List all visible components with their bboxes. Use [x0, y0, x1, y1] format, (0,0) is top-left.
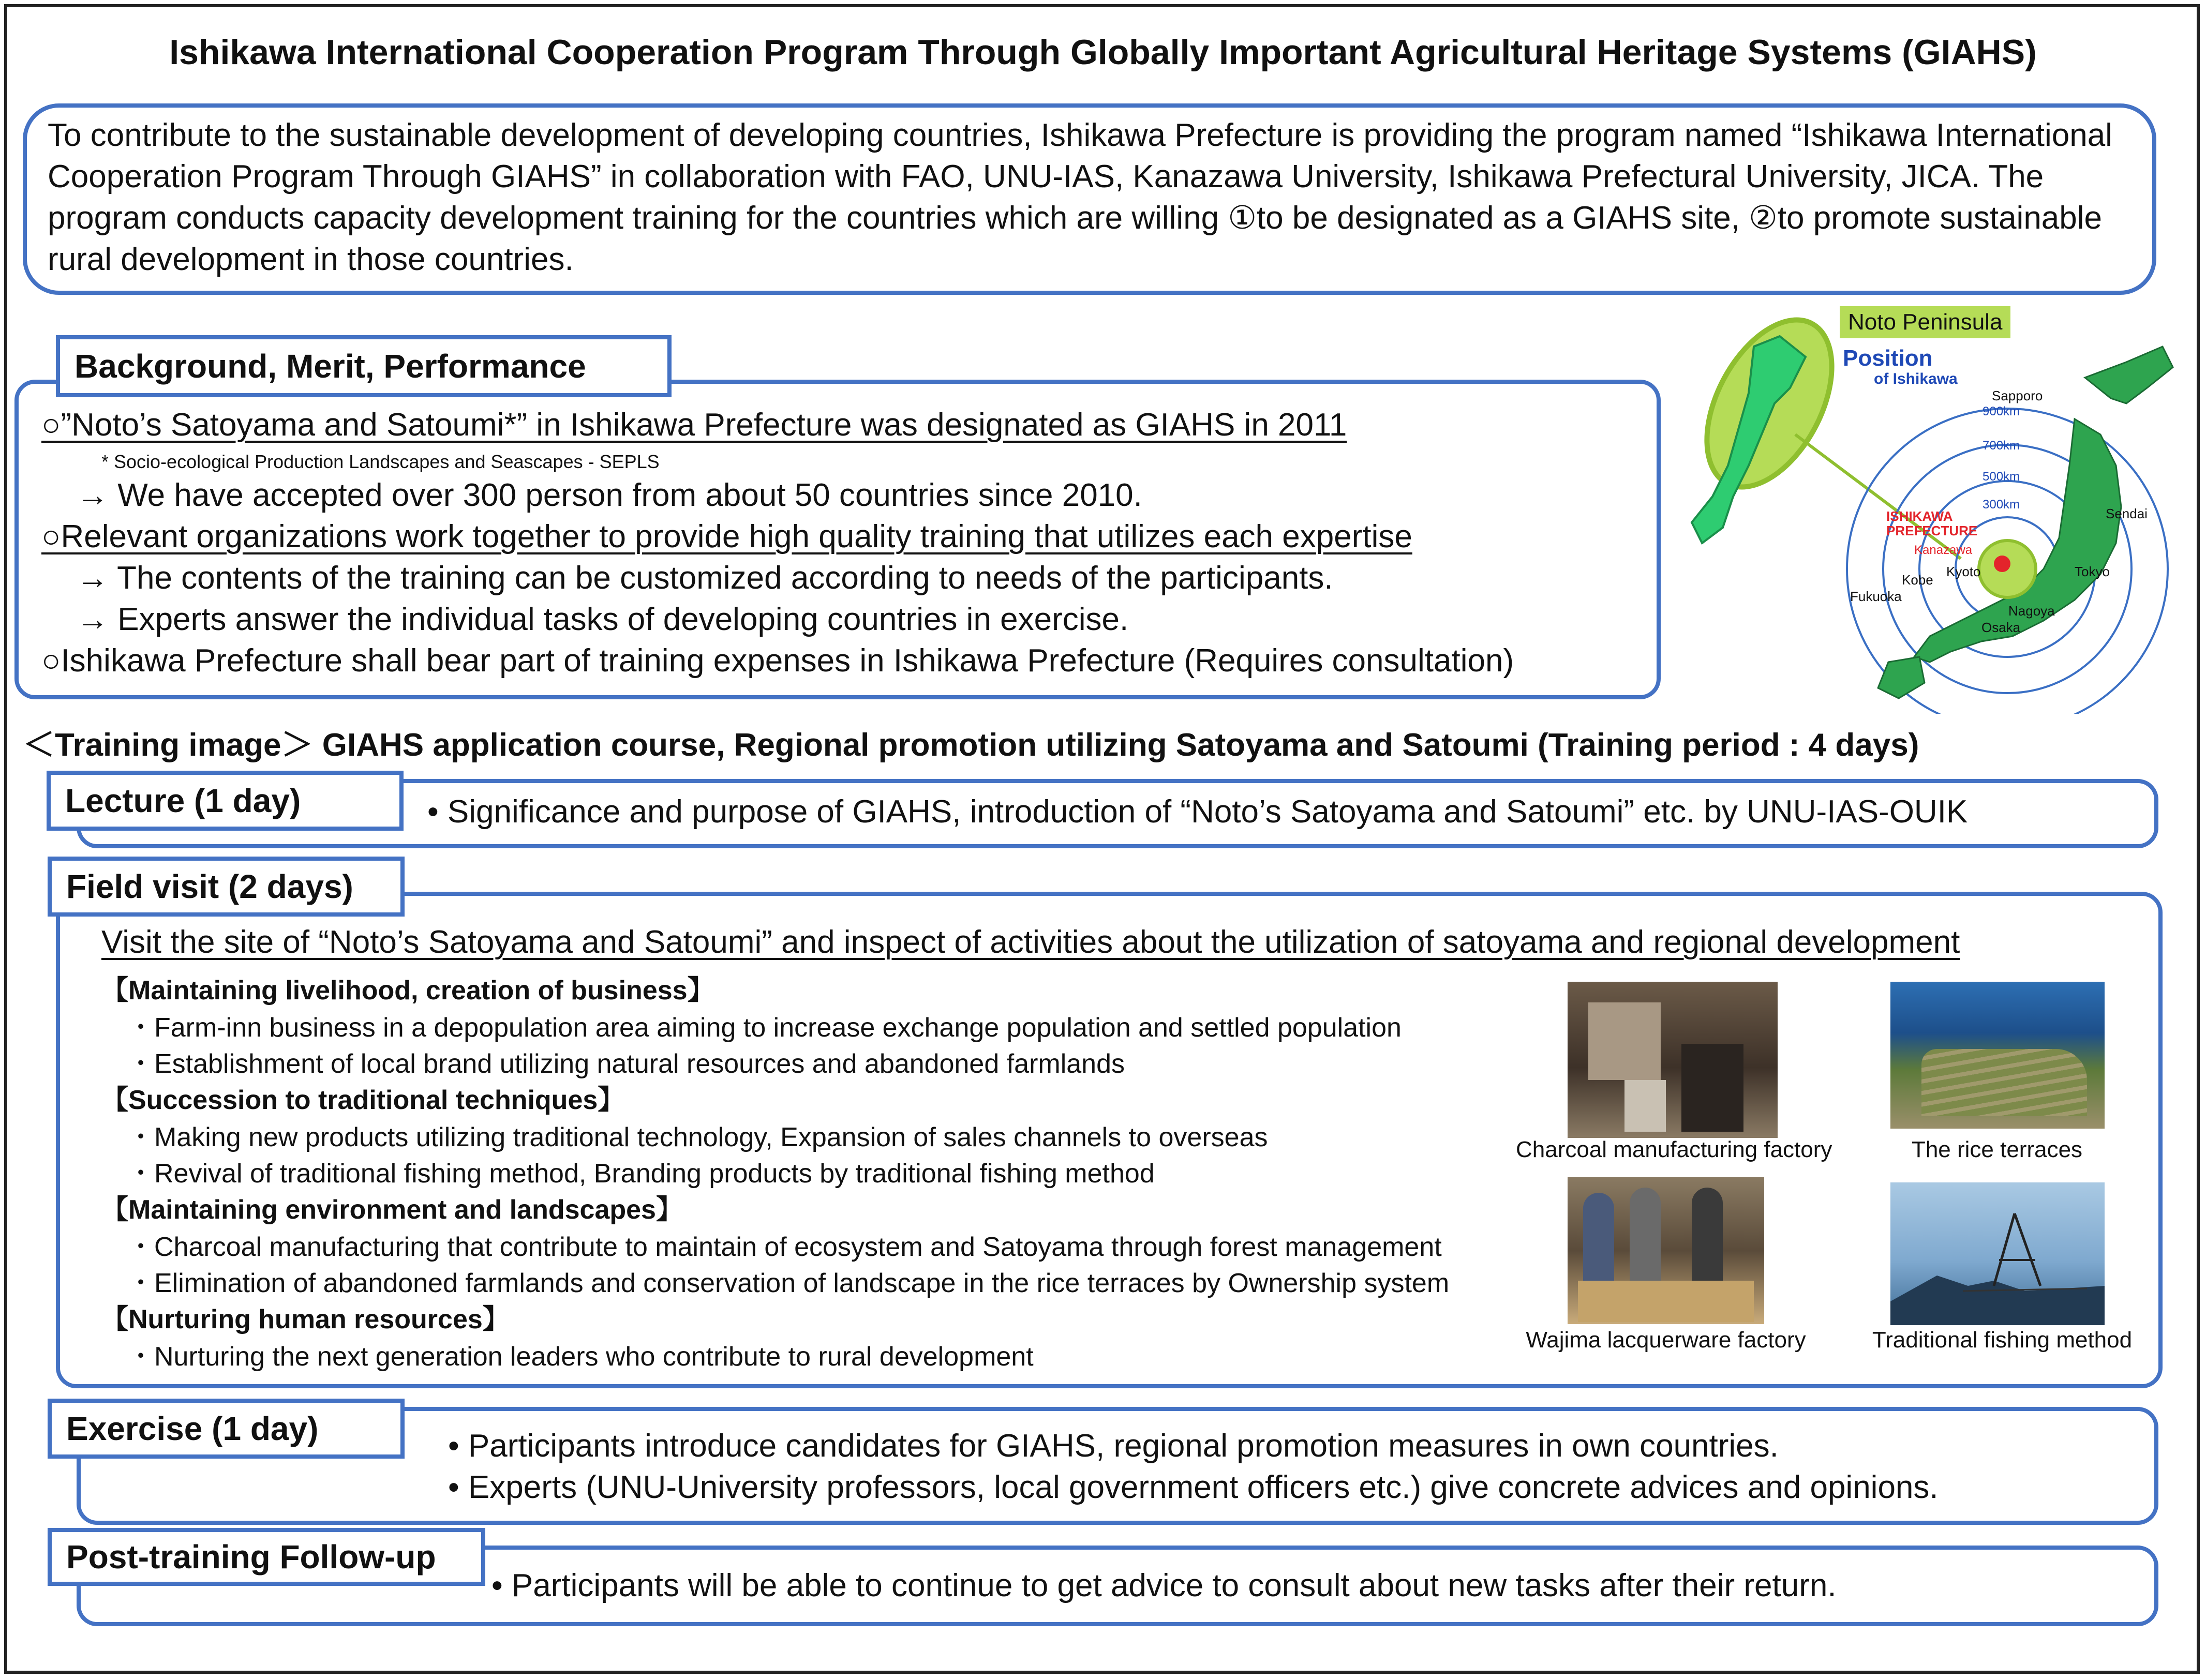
city-sapporo: Sapporo — [1992, 388, 2043, 403]
prefecture-label: ISHIKAWA PREFECTURE — [1886, 508, 1978, 538]
field-visit-heading: Visit the site of “Noto’s Satoyama and Satoumi” and inspect of activities about the utilization of satoyama and regional development — [101, 924, 1960, 960]
ring-label-300: 300km — [1983, 498, 2020, 512]
section-item: ・Establishment of local brand utilizing natural resources and abandoned farmlands — [127, 1049, 1125, 1079]
city-osaka: Osaka — [1981, 620, 2021, 635]
background-line-3: ○Relevant organizations work together to provide high quality training that utilizes each expertise — [41, 519, 1412, 554]
background-line-4: → The contents of the training can be customized according to needs of the participants. — [77, 560, 1333, 596]
background-label: Background, Merit, Performance — [56, 335, 672, 397]
section-item: ・Nurturing the next generation leaders who contribute to rural development — [127, 1342, 1034, 1372]
exercise-line-1: • Participants introduce candidates for GIAHS, regional promotion measures in own countries. — [448, 1428, 1779, 1464]
background-footnote: * Socio-ecological Production Landscapes and Seascapes - SEPLS — [101, 451, 660, 472]
city-kyoto: Kyoto — [1946, 564, 1981, 579]
position-sub-label: of Ishikawa — [1874, 370, 1958, 387]
photo-caption-charcoal: Charcoal manufacturing factory — [1516, 1137, 1832, 1162]
section-item: ・Farm-inn business in a depopulation area aiming to increase exchange population and settled population — [127, 1013, 1402, 1043]
section-item: ・Revival of traditional fishing method, Branding products by traditional fishing method — [127, 1159, 1155, 1189]
training-heading: ＜Training image＞ GIAHS application course, Regional promotion utilizing Satoyama and Satoumi (Training period : 4 days) — [23, 727, 1919, 763]
city-nagoya: Nagoya — [2008, 603, 2055, 619]
lecture-label: Lecture (1 day) — [47, 771, 404, 831]
section-title-traditional: 【Succession to traditional techniques】 — [101, 1085, 625, 1115]
section-item: ・Charcoal manufacturing that contribute to maintain of ecosystem and Satoyama through forest management — [127, 1232, 1442, 1262]
noto-peninsula-label: Noto Peninsula — [1840, 306, 2010, 338]
section-title-livelihood: 【Maintaining livelihood, creation of business】 — [101, 976, 714, 1006]
intro-text: To contribute to the sustainable development of developing countries, Ishikawa Prefecture is providing the program named “Ishikawa International Cooperation Program Through GIAHS” in collaboration with FAO, UNU-IAS, Kanazawa University, Ishikawa Prefectural University, JICA. The program conducts capacity development training for the countries which are willing ①to be designated as a GIAHS site, ②to promote sustainable rural development in those countries. — [48, 117, 2112, 277]
background-line-6: ○Ishikawa Prefecture shall bear part of training expenses in Ishikawa Prefecture (Requires consultation) — [41, 643, 1514, 679]
ring-label-900: 900km — [1983, 404, 2020, 418]
field-visit-label: Field visit (2 days) — [48, 857, 405, 917]
exercise-label: Exercise (1 day) — [48, 1399, 405, 1459]
ring-label-500: 500km — [1983, 470, 2020, 484]
traditional-fishing-photo — [1890, 1182, 2105, 1325]
page-title: Ishikawa International Cooperation Program Through Globally Important Agricultural Heritage Systems (GIAHS) — [169, 33, 2037, 72]
photo-caption-rice-terraces: The rice terraces — [1911, 1137, 2083, 1162]
city-tokyo: Tokyo — [2075, 564, 2110, 579]
photo-caption-fishing: Traditional fishing method — [1872, 1327, 2133, 1353]
followup-label: Post-training Follow-up — [48, 1528, 485, 1586]
city-kanazawa: Kanazawa — [1914, 543, 1973, 557]
section-title-environment: 【Maintaining environment and landscapes】 — [101, 1195, 683, 1225]
exercise-line-2: • Experts (UNU-University professors, local government officers etc.) give concrete advices and opinions. — [448, 1469, 1939, 1505]
section-item: ・Elimination of abandoned farmlands and conservation of landscape in the rice terraces by Ownership system — [127, 1268, 1450, 1298]
city-kobe: Kobe — [1902, 572, 1933, 588]
lecture-text: • Significance and purpose of GIAHS, introduction of “Noto’s Satoyama and Satoumi” etc. by UNU-IAS-OUIK — [427, 794, 1968, 830]
ring-label-700: 700km — [1983, 439, 2020, 453]
background-line-5: → Experts answer the individual tasks of developing countries in exercise. — [77, 602, 1129, 637]
city-sendai: Sendai — [2106, 506, 2148, 521]
background-line-2: → We have accepted over 300 person from about 50 countries since 2010. — [77, 477, 1142, 513]
photo-caption-wajima: Wajima lacquerware factory — [1526, 1327, 1806, 1353]
section-item: ・Making new products utilizing traditional technology, Expansion of sales channels to overseas — [127, 1122, 1268, 1152]
charcoal-factory-photo — [1568, 982, 1778, 1138]
rice-terraces-photo — [1890, 982, 2105, 1129]
wajima-lacquerware-photo — [1568, 1177, 1764, 1324]
city-fukuoka: Fukuoka — [1850, 589, 1902, 604]
background-line-1: ○”Noto’s Satoyama and Satoumi*” in Ishikawa Prefecture was designated as GIAHS in 2011 — [41, 407, 1347, 443]
position-label: Position — [1843, 346, 1933, 371]
section-title-human-resources: 【Nurturing human resources】 — [101, 1304, 510, 1334]
followup-text: • Participants will be able to continue to get advice to consult about new tasks after their return. — [491, 1568, 1837, 1603]
